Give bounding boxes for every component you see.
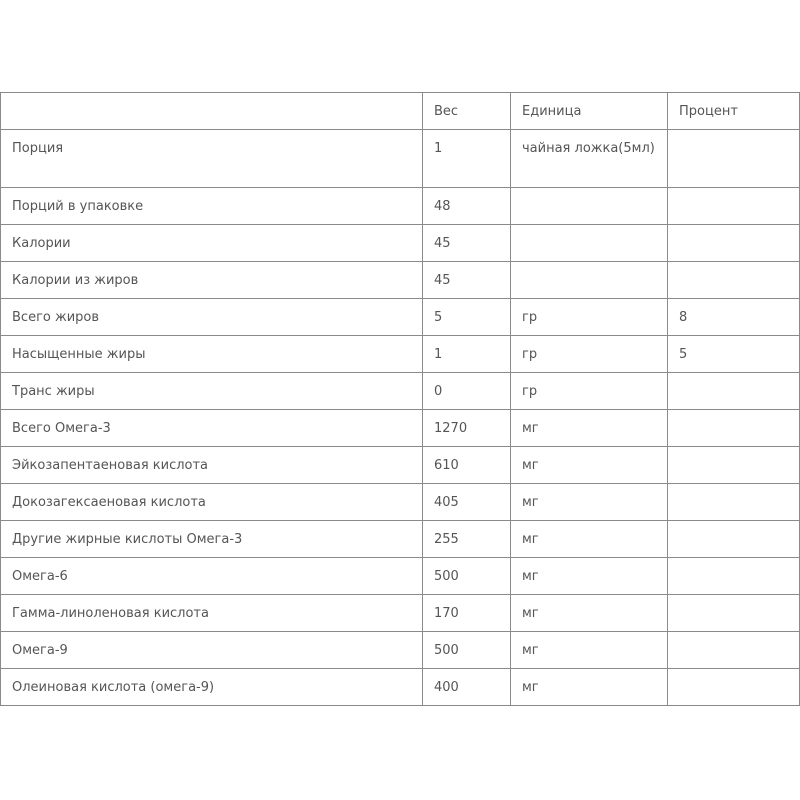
cell-percent (668, 558, 800, 595)
cell-nutrient: Транс жиры (1, 373, 423, 410)
table-row (1, 410, 800, 447)
cell-weight: 170 (423, 595, 511, 632)
cell-unit: мг (511, 410, 668, 447)
cell-unit: мг (511, 484, 668, 521)
cell-weight: 255 (423, 521, 511, 558)
cell-percent (668, 632, 800, 669)
header-cell-unit: Единица (511, 93, 668, 130)
cell-percent (668, 262, 800, 299)
cell-weight: 0 (423, 373, 511, 410)
cell-weight: 405 (423, 484, 511, 521)
nutrition-table (0, 92, 800, 706)
table-row (1, 373, 800, 410)
table-row (1, 669, 800, 706)
cell-percent (668, 225, 800, 262)
cell-percent (668, 447, 800, 484)
header-cell-weight: Вес (423, 93, 511, 130)
cell-unit: гр (511, 373, 668, 410)
cell-unit: гр (511, 299, 668, 336)
cell-nutrient: Олеиновая кислота (омега-9) (1, 669, 423, 706)
cell-weight: 500 (423, 558, 511, 595)
table-row (1, 130, 800, 188)
cell-weight: 45 (423, 225, 511, 262)
cell-weight: 610 (423, 447, 511, 484)
cell-unit: мг (511, 632, 668, 669)
cell-nutrient: Всего жиров (1, 299, 423, 336)
cell-unit (511, 225, 668, 262)
cell-percent: 8 (668, 299, 800, 336)
cell-nutrient: Порций в упаковке (1, 188, 423, 225)
cell-percent (668, 484, 800, 521)
cell-weight: 1 (423, 130, 511, 188)
table-row (1, 188, 800, 225)
cell-nutrient: Омега-9 (1, 632, 423, 669)
cell-unit: гр (511, 336, 668, 373)
cell-nutrient: Насыщенные жиры (1, 336, 423, 373)
table-row (1, 225, 800, 262)
cell-nutrient: Калории (1, 225, 423, 262)
cell-weight: 1270 (423, 410, 511, 447)
cell-percent: 5 (668, 336, 800, 373)
cell-weight: 500 (423, 632, 511, 669)
cell-percent (668, 373, 800, 410)
cell-weight: 400 (423, 669, 511, 706)
cell-nutrient: Калории из жиров (1, 262, 423, 299)
cell-unit: мг (511, 595, 668, 632)
header-cell-name (1, 93, 423, 130)
table-row (1, 521, 800, 558)
table-row (1, 558, 800, 595)
table-row (1, 484, 800, 521)
cell-unit: мг (511, 447, 668, 484)
table-row (1, 447, 800, 484)
cell-unit: мг (511, 521, 668, 558)
table-row (1, 595, 800, 632)
cell-percent (668, 130, 800, 188)
table-row (1, 336, 800, 373)
cell-percent (668, 410, 800, 447)
cell-nutrient: Омега-6 (1, 558, 423, 595)
table-row (1, 632, 800, 669)
cell-weight: 5 (423, 299, 511, 336)
table-row (1, 262, 800, 299)
cell-nutrient: Докозагексаеновая кислота (1, 484, 423, 521)
cell-weight: 45 (423, 262, 511, 299)
cell-percent (668, 595, 800, 632)
cell-percent (668, 521, 800, 558)
cell-nutrient: Всего Омега-3 (1, 410, 423, 447)
header-cell-percent: Процент (668, 93, 800, 130)
cell-weight: 48 (423, 188, 511, 225)
cell-unit: мг (511, 558, 668, 595)
cell-weight: 1 (423, 336, 511, 373)
cell-nutrient: Эйкозапентаеновая кислота (1, 447, 423, 484)
cell-nutrient: Другие жирные кислоты Омега-3 (1, 521, 423, 558)
cell-unit: мг (511, 669, 668, 706)
cell-unit (511, 262, 668, 299)
cell-percent (668, 188, 800, 225)
cell-nutrient: Порция (1, 130, 423, 188)
cell-unit: чайная ложка(5мл) (511, 130, 668, 188)
table-header-row (1, 93, 800, 130)
cell-nutrient: Гамма-линоленовая кислота (1, 595, 423, 632)
cell-percent (668, 669, 800, 706)
table-row (1, 299, 800, 336)
cell-unit (511, 188, 668, 225)
